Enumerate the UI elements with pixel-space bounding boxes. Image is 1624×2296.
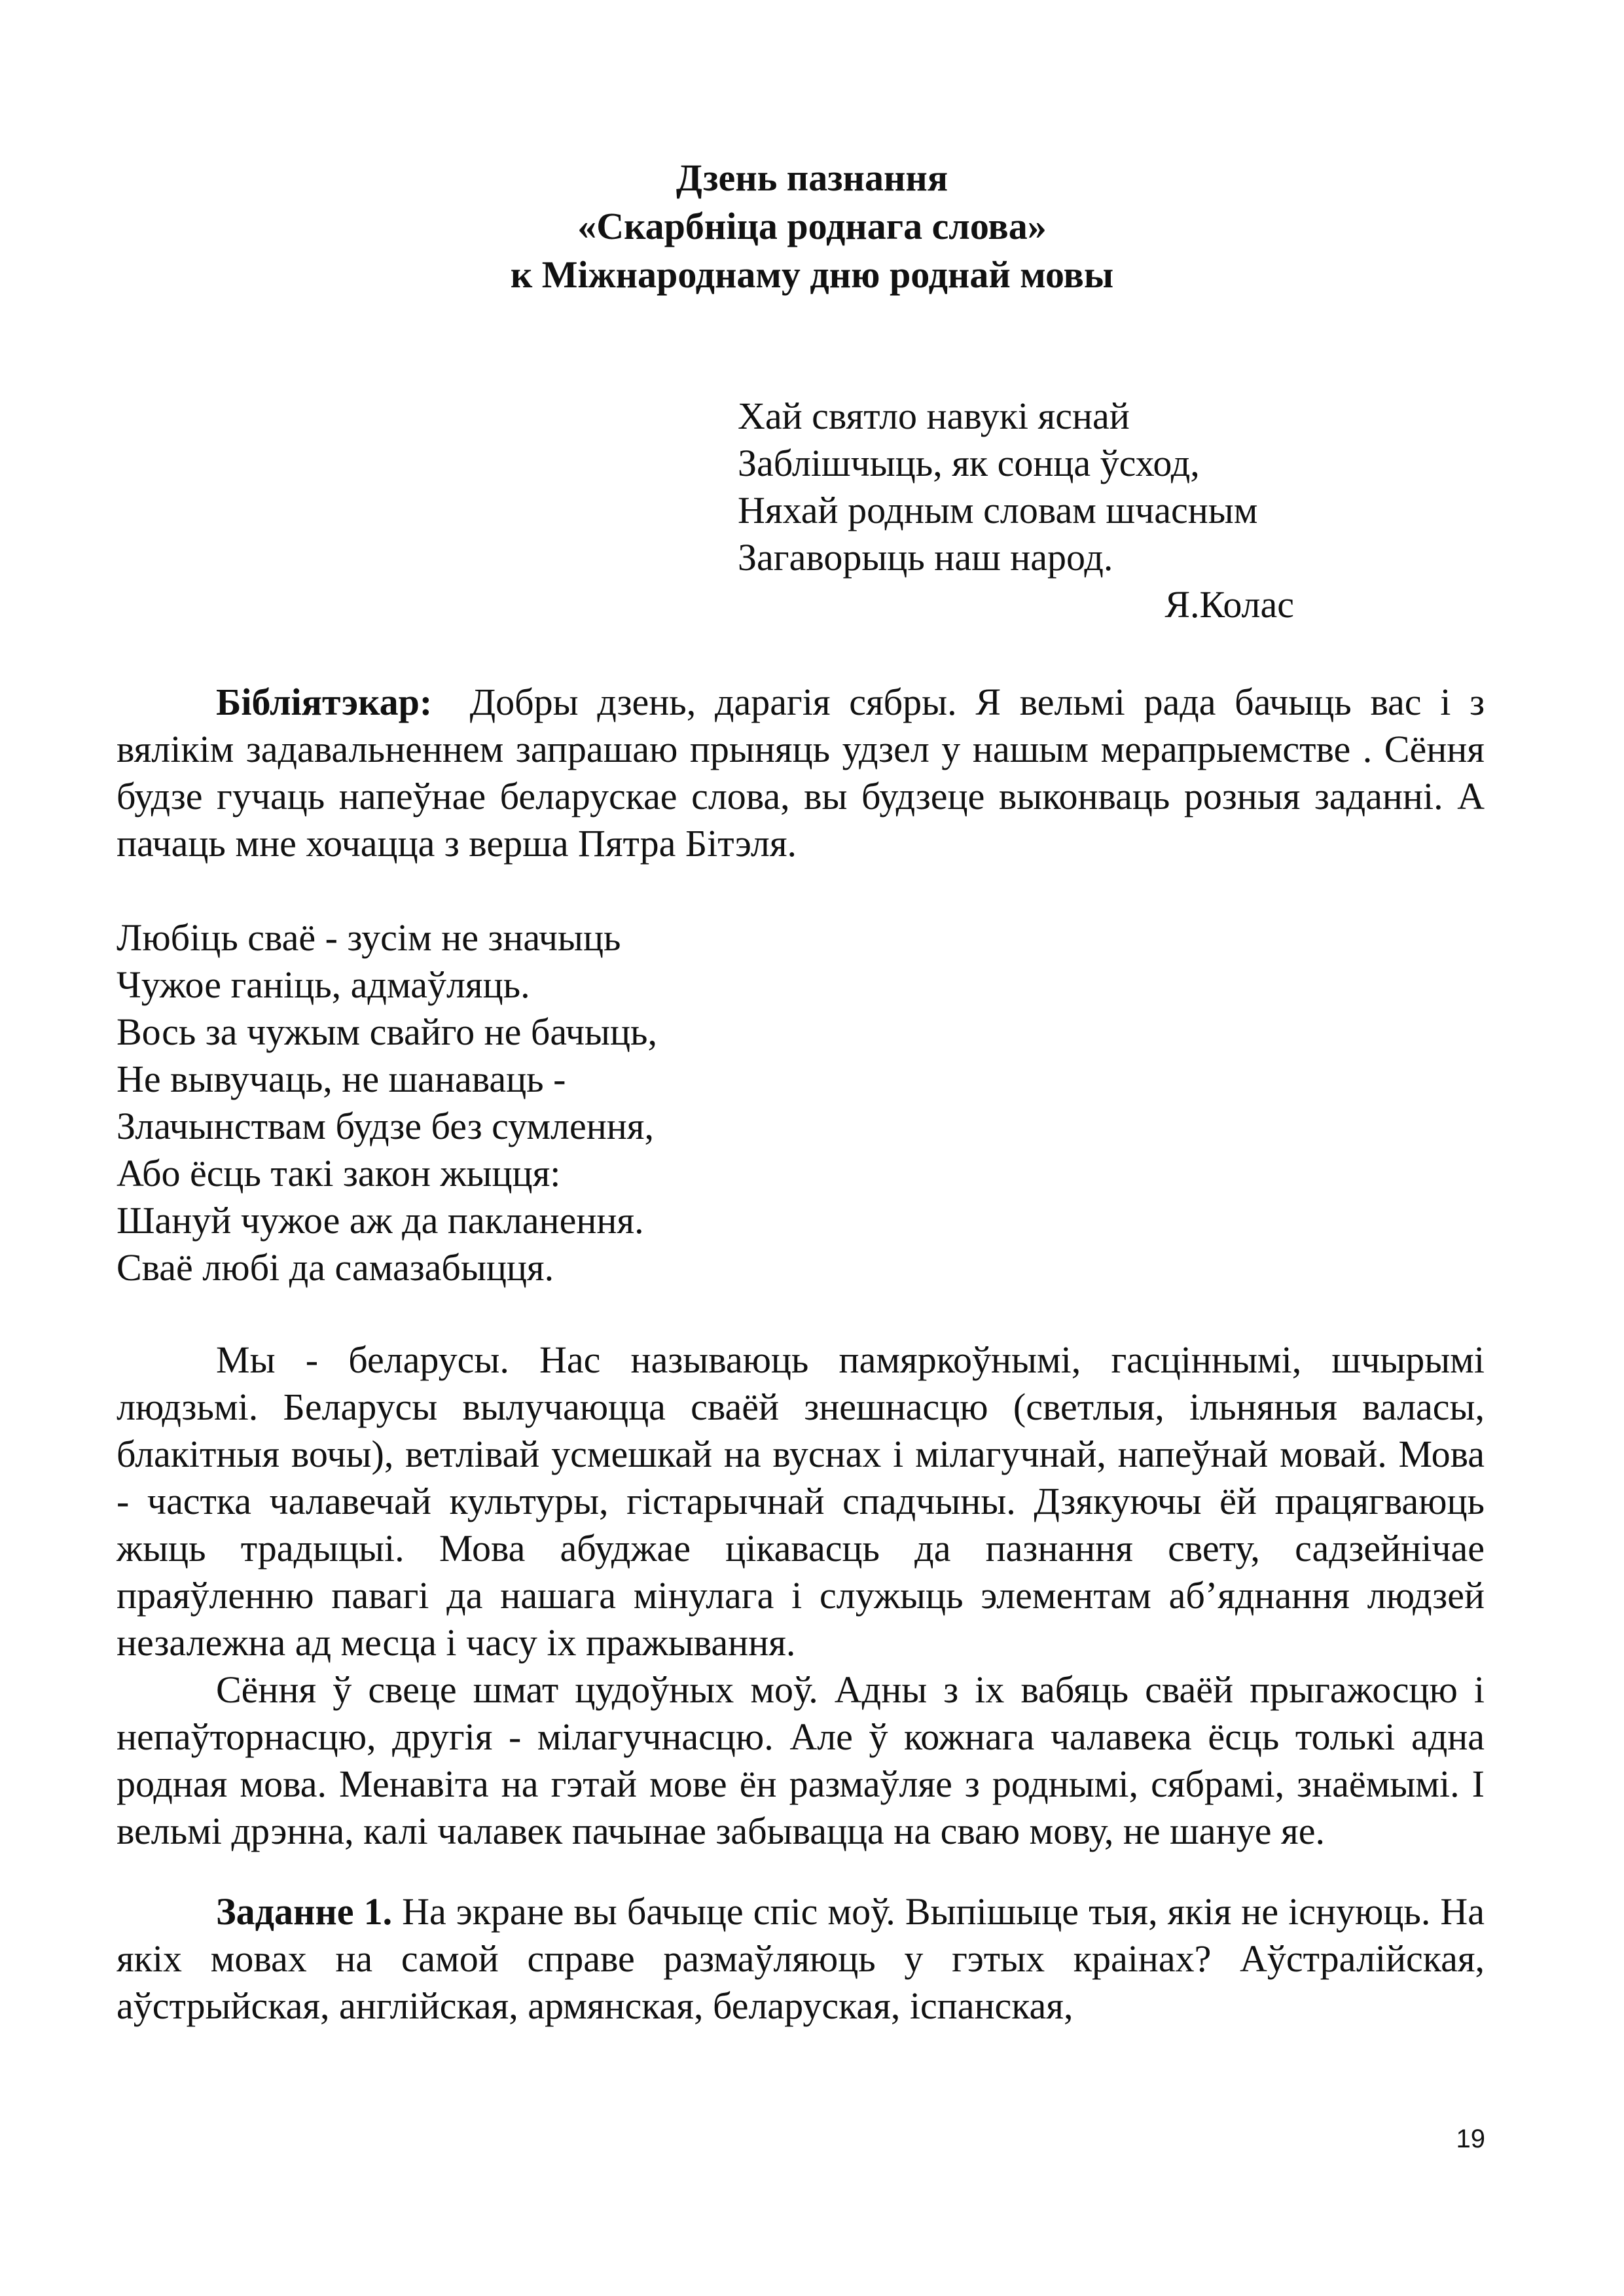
epigraph [738, 393, 1327, 628]
intro-paragraph [117, 679, 1485, 867]
intro-text: Добры дзень, дарагія сябры. Я вельмі рада бачыць вас і з вялікім задавальненнем запрашаю прыняць удзел у нашым мерапрыемстве . Сёння будзе гучаць напеўнае беларускае слова, вы будзеце выконваць розныя заданні. А пачаць мне хочацца з верша Пятра Бітэля. [117, 681, 1485, 865]
task-1-label: Заданне 1. [216, 1890, 393, 1933]
poem-line: Шануй чужое аж да пакланення. [117, 1199, 644, 1242]
speaker-label: Бібліятэкар: [216, 681, 433, 723]
title-block [0, 154, 1624, 299]
body-paragraph-1: Мы - беларусы. Нас называюць памяркоўнымі, гасціннымі, шчырымі людзьмі. Беларусы вылучаюцца сваёй знешнасцю (светлыя, ільняныя валасы, блакітныя вочы), ветлівай усмешкай на вуснах і мілагучнай, напеўнай мовай. Мова - частка чалавечай культуры, гістарычнай спадчыны. Дзякуючы ёй працягваюць жыць традыцыі. Мова абуджае цікавасць да пазнання свету, садзейнічае праяўленню павагі да нашага мінулага і служыць элементам аб’яднання людзей незалежна ад месца і часу іх пражывання. [117, 1338, 1485, 1664]
poem-line: Або ёсць такі закон жыцця: [117, 1152, 561, 1194]
title-line-1: Дзень пазнання [676, 156, 948, 199]
poem-line: Любіць сваё - зусім не значыць [117, 916, 621, 959]
epigraph-line: Хай святло навукі яснай [738, 395, 1130, 437]
poem-line: Чужое ганіць, адмаўляць. [117, 963, 530, 1006]
title-line-2: «Скарбніца роднага слова» [577, 205, 1047, 247]
poem-line: Сваё любі да самазабыцця. [117, 1246, 554, 1289]
epigraph-line: Няхай родным словам шчасным [738, 489, 1258, 531]
poem-line: Не вывучаць, не шанаваць - [117, 1058, 566, 1100]
poem [117, 914, 657, 1291]
poem-line: Вось за чужым свайго не бачыць, [117, 1011, 657, 1053]
epigraph-line: Заблішчыць, як сонца ўсход, [738, 442, 1200, 484]
epigraph-line: Загаворыць наш народ. [738, 536, 1113, 579]
task-1-text: На экране вы бачыце спіс моў. Выпішыце тыя, якія не існуюць. На якіх мовах на самой справе размаўляюць у гэтых краінах? Аўстралійская, аўстрыйская, англійская, армянская, беларуская, іспанская, [117, 1890, 1485, 2027]
task-1 [117, 1888, 1485, 2030]
page-number: 19 [1456, 2125, 1485, 2153]
poem-line: Злачынствам будзе без сумлення, [117, 1105, 654, 1147]
body-paragraph-2: Сёння ў свеце шмат цудоўных моў. Адны з іх вабяць сваёй прыгажосцю і непаўторнасцю, другія - мілагучнасцю. Але ў кожнага чалавека ёсць толькі адна родная мова. Менавіта на гэтай мове ён размаўляе з роднымі, сябрамі, знаёмымі. І вельмі дрэнна, калі чалавек пачынае забывацца на сваю мову, не шануе яе. [117, 1668, 1485, 1852]
body-text [117, 1336, 1485, 1855]
title-line-3: к Міжнароднаму дню роднай мовы [510, 253, 1114, 296]
epigraph-author: Я.Колас [1164, 583, 1294, 626]
